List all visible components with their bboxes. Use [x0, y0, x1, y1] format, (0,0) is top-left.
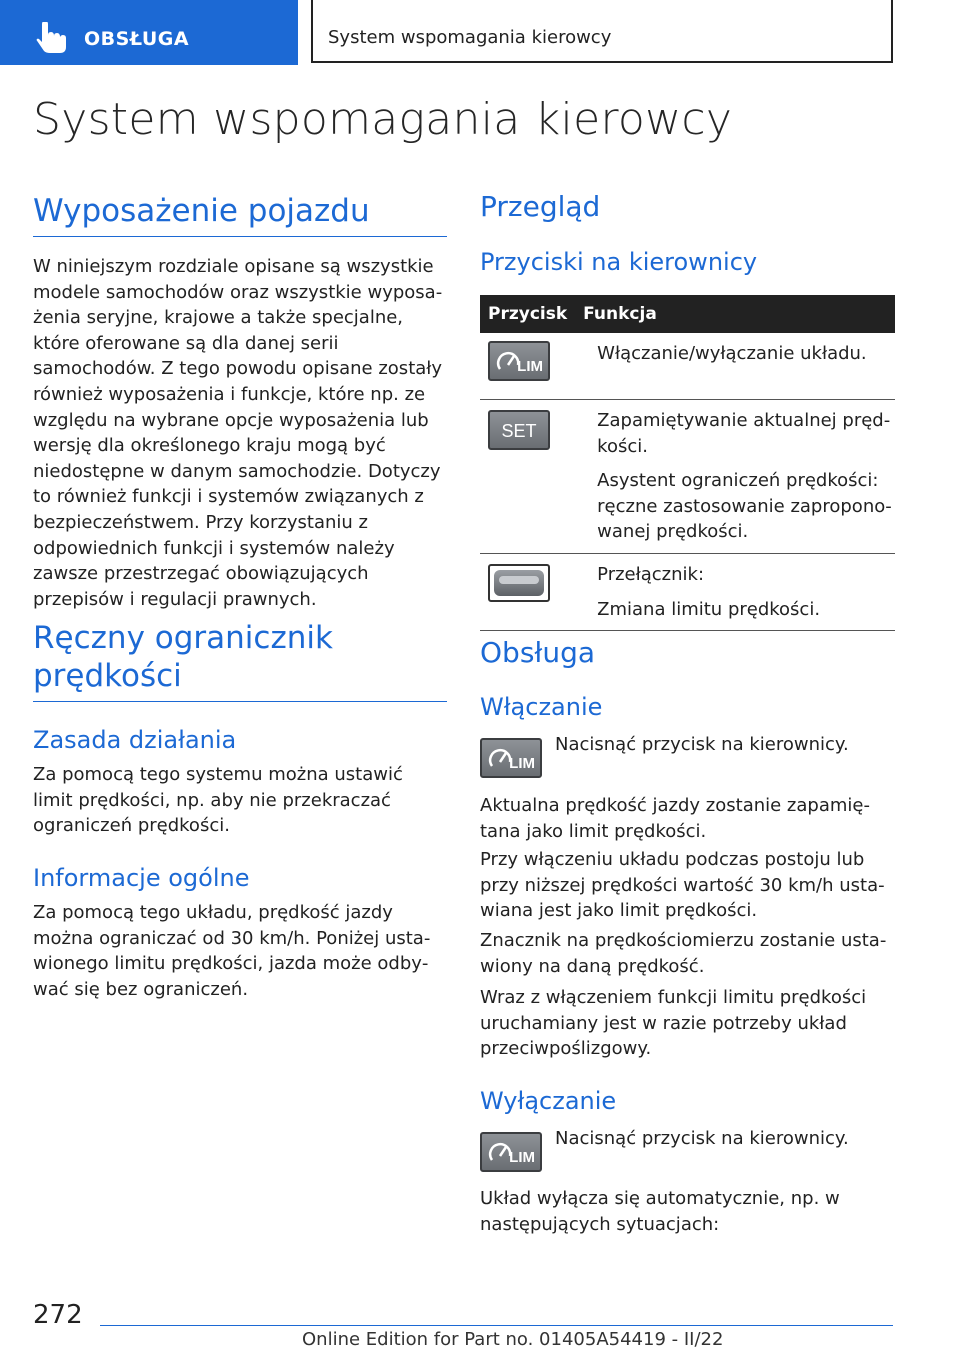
- chapter-label: System wspomagania kierowcy: [328, 27, 612, 48]
- footer-rule: [100, 1325, 893, 1326]
- lim-label: LIM: [517, 358, 543, 375]
- buttons-table: [480, 295, 895, 631]
- lim-button-icon: [480, 738, 542, 778]
- table-header-cell: Funkcja: [575, 295, 895, 333]
- section-title-line: Ręczny ogranicznik: [33, 620, 333, 656]
- table-cell-button: [480, 400, 575, 554]
- subsection-title-buttons: Przyciski na kierownicy: [480, 248, 758, 276]
- function-text: Zapamiętywanie aktualnej prędkości.: [597, 410, 891, 457]
- section-title-speed-limiter: [33, 619, 333, 695]
- section-tab: [0, 0, 298, 65]
- footer-edition: Online Edition for Part no. 01405A54419 - II/22: [302, 1329, 724, 1350]
- set-button-icon: [488, 410, 550, 450]
- lim-button-icon: [480, 1132, 542, 1172]
- on-paragraph: Aktualna prędkość jazdy zostanie zapamiętana jako limit prędkości.: [480, 795, 870, 842]
- lim-label: LIM: [509, 1149, 535, 1166]
- section-label: OBSŁUGA: [84, 28, 190, 50]
- section-title-usage: Obsługa: [480, 636, 596, 669]
- on-paragraph: Wraz z włączeniem funkcji limitu prędkości uruchamiany jest w razie potrzeby układ przeciwpoślizgowy.: [480, 987, 867, 1060]
- hand-pointer-icon: [36, 22, 70, 54]
- table-cell-function: [575, 333, 895, 400]
- page-number: 272: [33, 1300, 83, 1330]
- on-paragraph: Przy włączeniu układu podczas postoju lub przy niższej prędkości wartość 30 km/h ustawiana jest jako limit prędkości.: [480, 849, 885, 922]
- section-title-line: prędkości: [33, 658, 182, 694]
- on-paragraph: Znacznik na prędkościomierzu zostanie ustawiony na daną prędkość.: [480, 930, 887, 977]
- section-rule: [33, 236, 447, 237]
- table-cell-button: [480, 553, 575, 630]
- general-paragraph: Za pomocą tego układu, prędkość jazdy można ograniczać od 30 km/h. Poniżej ustawionego limitu prędkości, jazda może odbywać się bez ograniczeń.: [33, 902, 431, 1000]
- chapter-tab: [311, 0, 893, 63]
- table-row: [480, 400, 895, 554]
- table-row: [480, 333, 895, 400]
- set-label: SET: [501, 421, 537, 441]
- section-rule: [33, 701, 447, 702]
- section-title-equipment: Wyposażenie pojazdu: [33, 193, 370, 229]
- function-text: Zmiana limitu prędkości.: [597, 598, 821, 620]
- subsection-title-off: Wyłączanie: [480, 1087, 617, 1115]
- subsection-title-principle: Zasada działania: [33, 726, 237, 754]
- equipment-paragraph: W niniejszym rozdziale opisane są wszystkie modele samochodów oraz wszystkie wyposażenia seryjne, krajowe a także specjalne, które oferowane są dla danej serii samochodów. Z tego powodu opisane zostały również wyposażenia i funkcje, które np. ze względu na wybrane opcje wyposażenia lub wersję dla określonego kraju mogą być niedostępne w danym samochodzie. Dotyczy to również funkcji i systemów związanych z bezpieczeństwem. Przy korzystaniu z odpowiednich funkcji i systemów należy zawsze przestrzegać obowiązujących przepisów i regulacji prawnych.: [33, 256, 443, 610]
- subsection-title-general: Informacje ogólne: [33, 864, 250, 892]
- page-title: System wspomagania kierowcy: [33, 94, 733, 145]
- table-cell-function: [575, 400, 895, 554]
- section-title-overview: Przegląd: [480, 190, 601, 223]
- principle-paragraph: Za pomocą tego systemu można ustawić limit prędkości, np. aby nie przekraczać ograniczeń prędkości.: [33, 764, 403, 837]
- subsection-title-on: Włączanie: [480, 693, 603, 721]
- lim-label: LIM: [509, 755, 535, 772]
- off-paragraph: Układ wyłącza się automatycznie, np. w następujących sytuacjach:: [480, 1188, 840, 1235]
- function-text: Asystent ograniczeń prędkości: ręczne zastosowanie zaproponowanej prędkości.: [597, 470, 892, 543]
- table-header-row: [480, 295, 895, 333]
- rocker-switch-icon: [488, 564, 550, 602]
- table-row: [480, 553, 895, 630]
- function-text: Włączanie/wyłączanie układu.: [597, 343, 867, 364]
- on-press-text: Nacisnąć przycisk na kierownicy.: [555, 734, 849, 755]
- function-text: Przełącznik:: [597, 563, 705, 585]
- lim-button-icon: [488, 341, 550, 381]
- off-press-text: Nacisnąć przycisk na kierownicy.: [555, 1128, 849, 1149]
- table-cell-function: [575, 553, 895, 630]
- table-header-cell: Przycisk: [480, 295, 575, 333]
- table-cell-button: [480, 333, 575, 400]
